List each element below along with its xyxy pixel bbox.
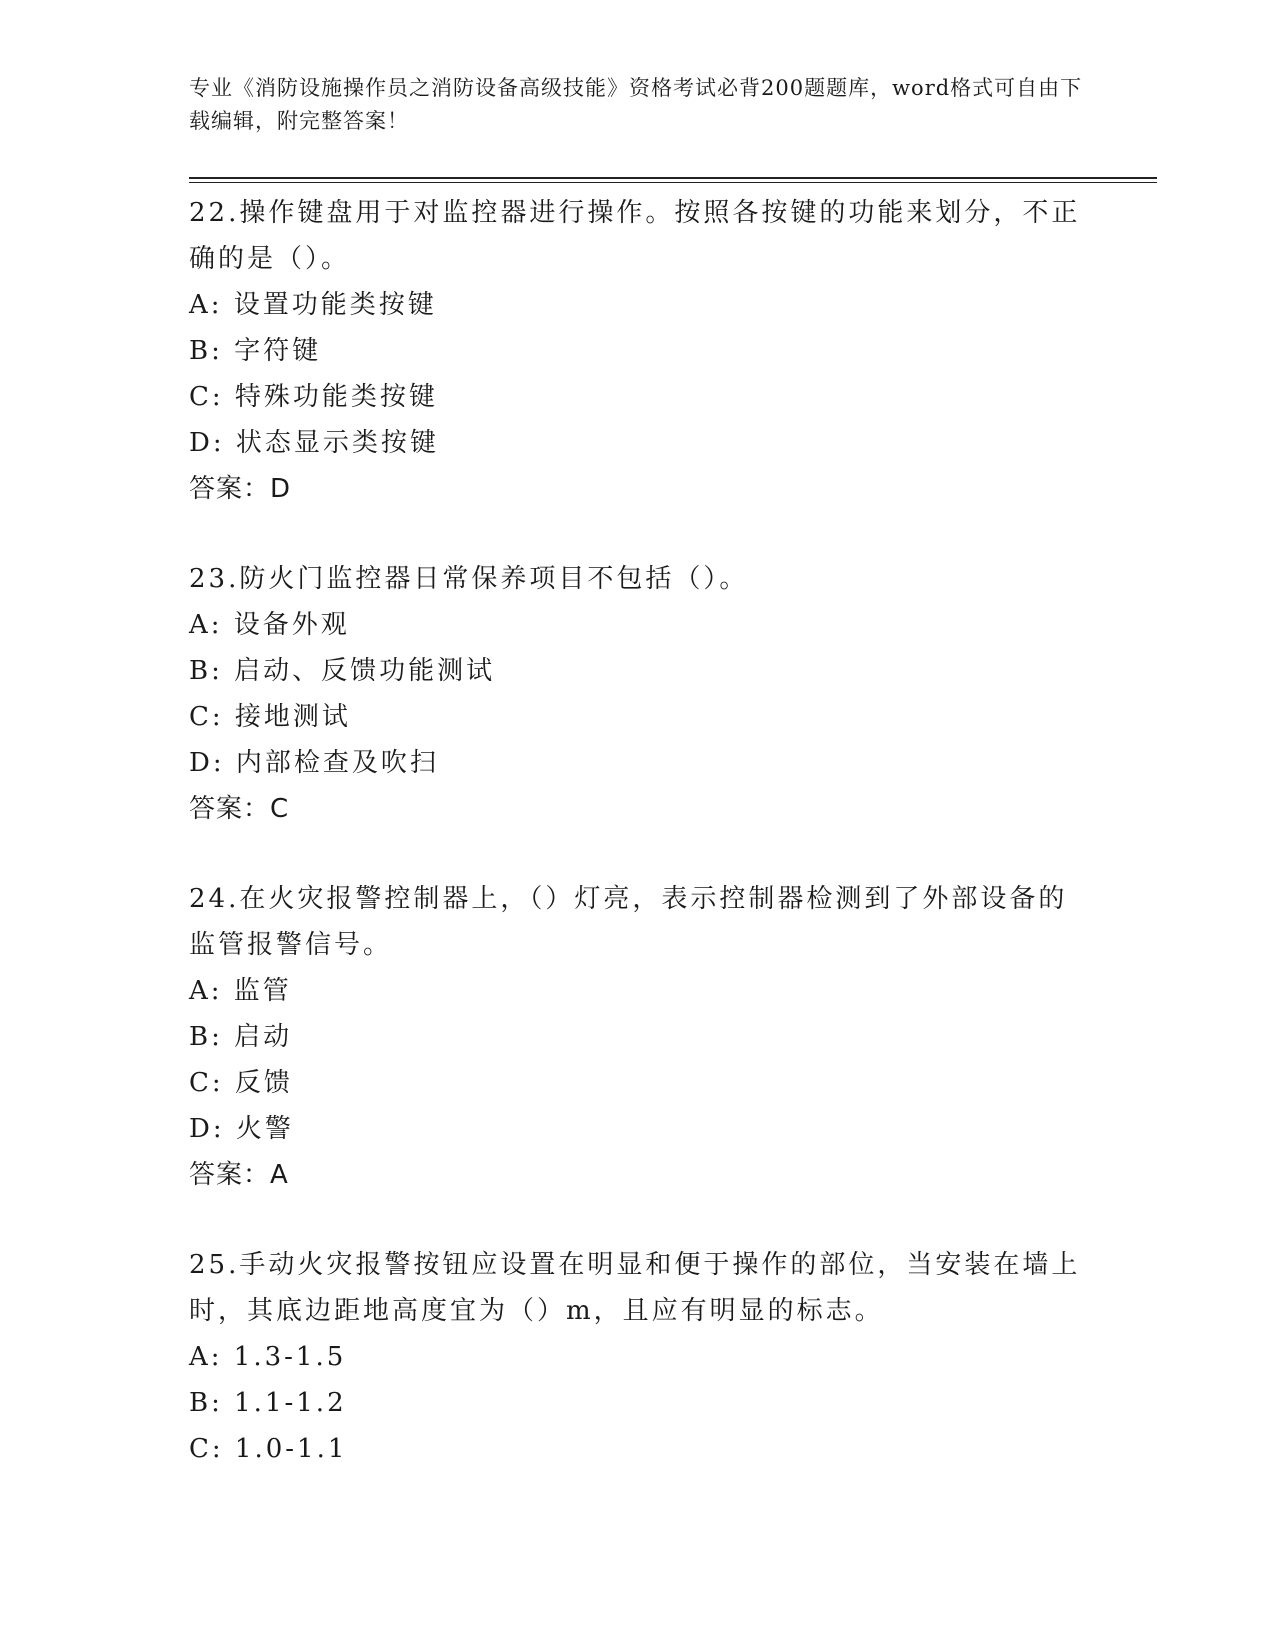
document-header-title: 专业《消防设施操作员之消防设备高级技能》资格考试必背200题题库，word格式可自由下载编辑，附完整答案！ bbox=[189, 76, 1083, 133]
option-c: C: 反馈 bbox=[189, 1068, 293, 1098]
option-c: C: 接地测试 bbox=[189, 702, 351, 732]
header-divider-thin bbox=[189, 182, 1157, 183]
option-b: B: 启动、反馈功能测试 bbox=[189, 656, 496, 686]
question-stem: 24.在火灾报警控制器上，（）灯亮，表示控制器检测到了外部设备的监管报警信号。 bbox=[189, 884, 1068, 960]
option-d: D: 内部检查及吹扫 bbox=[189, 748, 439, 778]
question-stem: 25.手动火灾报警按钮应设置在明显和便于操作的部位，当安装在墙上时，其底边距地高度宜为（）m，且应有明显的标志。 bbox=[189, 1250, 1081, 1326]
option-a: A: 监管 bbox=[189, 976, 292, 1006]
answer-line: 答案：A bbox=[189, 1160, 289, 1190]
option-a: A: 1.3-1.5 bbox=[189, 1342, 347, 1372]
option-b: B: 1.1-1.2 bbox=[189, 1388, 347, 1418]
question-stem: 22.操作键盘用于对监控器进行操作。按照各按键的功能来划分，不正确的是（）。 bbox=[189, 198, 1081, 274]
question-25 bbox=[189, 1242, 1089, 1472]
option-b: B: 字符键 bbox=[189, 336, 322, 366]
answer-line: 答案：C bbox=[189, 794, 290, 824]
option-a: A: 设置功能类按键 bbox=[189, 290, 437, 320]
question-stem: 23.防火门监控器日常保养项目不包括（）。 bbox=[189, 564, 749, 594]
question-list bbox=[189, 190, 1089, 1472]
option-d: D: 状态显示类按键 bbox=[189, 428, 439, 458]
option-a: A: 设备外观 bbox=[189, 610, 350, 640]
header-divider-thick bbox=[189, 177, 1157, 179]
option-d: D: 火警 bbox=[189, 1114, 294, 1144]
question-22 bbox=[189, 190, 1089, 512]
question-23 bbox=[189, 556, 1089, 832]
answer-line: 答案：D bbox=[189, 474, 292, 504]
question-24 bbox=[189, 876, 1089, 1198]
option-c: C: 1.0-1.1 bbox=[189, 1434, 348, 1464]
option-b: B: 启动 bbox=[189, 1022, 293, 1052]
option-c: C: 特殊功能类按键 bbox=[189, 382, 438, 412]
